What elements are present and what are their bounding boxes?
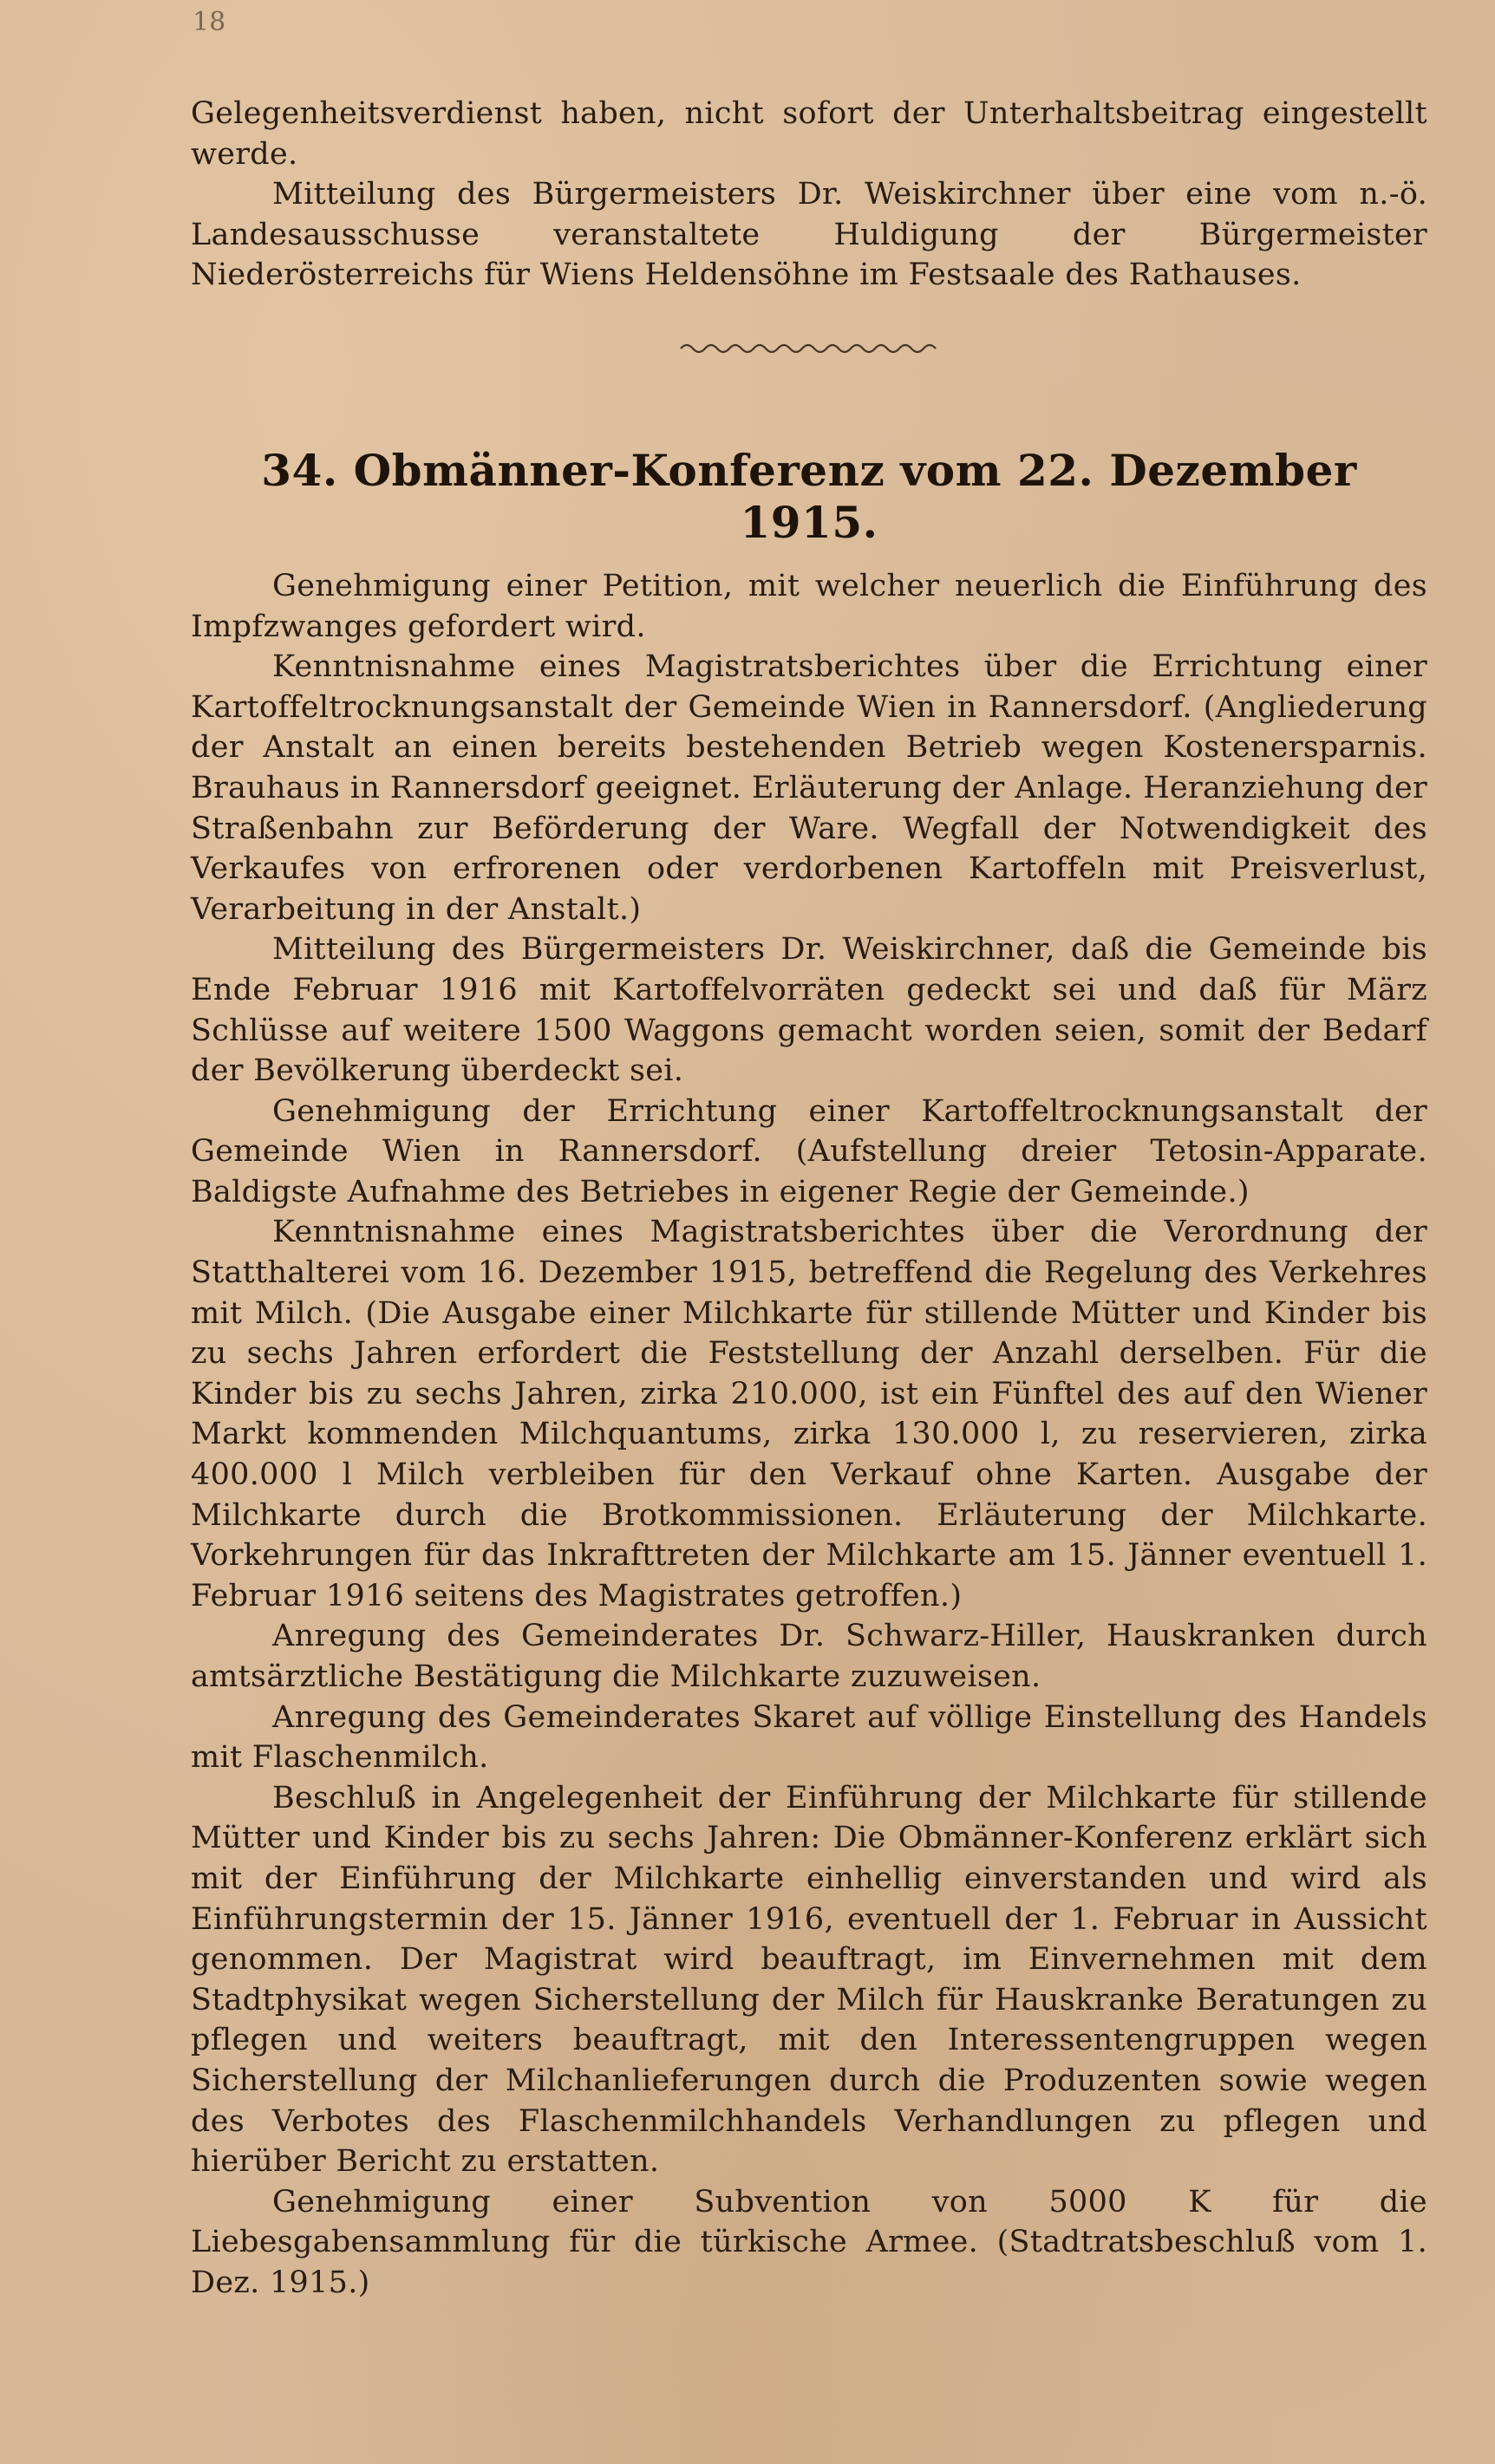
section-heading: 34. Obmänner-Konferenz vom 22. Dezember 1915. bbox=[261, 444, 1357, 548]
paragraph-potato-drying-report: Kenntnisnahme eines Magistratsberichtes über die Errichtung einer Kartoffeltrocknungsanstalt der Gemeinde Wien in Rannersdorf. (Angliederung der Anstalt an einen bereits bestehenden Betrieb wegen Kostenersparnis. Brauhaus in Rannersdorf geeignet. Erläuterung der Anlage. Heranziehung der Straßenbahn zur Beförderung der Ware. Wegfall der Notwendigkeit des Verkaufes von erfrorenen oder verdorbenen Kartoffeln mit Preisverlust, Verarbeitung in der Anstalt.) bbox=[191, 649, 1427, 927]
paragraph-suggestion-schwarz-hiller: Anregung des Gemeinderates Dr. Schwarz-Hiller, Hauskranken durch amtsärztliche Bestätigung die Milchkarte zuzuweisen. bbox=[191, 1619, 1427, 1694]
paragraph-potato-supply: Mitteilung des Bürgermeisters Dr. Weiskirchner, daß die Gemeinde bis Ende Februar 1916 mit Kartoffelvorräten gedeckt sei und daß für März Schlüsse auf weitere 1500 Waggons gemacht worden seien, somit der Bedarf der Bevölkerung überdeckt sei. bbox=[191, 932, 1427, 1089]
paragraph-milk-regulation-report: Kenntnisnahme eines Magistratsberichtes über die Verordnung der Statthalterei vom 16. Dezember 1915, betreffend die Regelung des Verkehres mit Milch. (Die Ausgabe einer Milchkarte für stillende Mütter und Kinder bis zu sechs Jahren erfordert die Feststellung der Anzahl derselben. Für die Kinder bis zu sechs Jahren, zirka 210.000, ist ein Fünftel des auf den Wiener Markt kommenden Milchquantums, zirka 130.000 l, zu reservieren, zirka 400.000 l Milch verbleiben für den Verkauf ohne Karten. Ausgabe der Milchkarte durch die Brotkommissionen. Erläuterung der Milchkarte. Vorkehrungen für das Inkrafttreten der Milchkarte am 15. Jänner eventuell 1. Februar 1916 seitens des Magistrates getroffen.) bbox=[191, 1215, 1427, 1613]
intro-paragraph-mayor-announcement: Mitteilung des Bürgermeisters Dr. Weiskirchner über eine vom n.-ö. Landesausschusse veranstaltete Huldigung der Bürgermeister Niederösterreichs für Wiens Heldensöhne im Festsaale des Rathauses. bbox=[191, 177, 1427, 293]
page-number: 18 bbox=[193, 7, 226, 37]
paragraph-subvention-turkish-army: Genehmigung einer Subvention von 5000 K für die Liebesgabensammlung für die türkische Armee. (Stadtratsbeschluß vom 1. Dez. 1915.) bbox=[191, 2184, 1427, 2300]
section-divider-ornament bbox=[679, 339, 939, 358]
paragraph-milk-card-resolution: Beschluß in Angelegenheit der Einführung der Milchkarte für stillende Mütter und Kinder bis zu sechs Jahren: Die Obmänner-Konferenz erklärt sich mit der Einführung der Milchkarte einhellig einverstanden und wird als Einführungstermin der 15. Jänner 1916, eventuell der 1. Februar in Aussicht genommen. Der Magistrat wird beauftragt, im Einvernehmen mit dem Stadtphysikat wegen Sicherstellung der Milch für Hauskranke Beratungen zu pflegen und weiters beauftragt, mit den Interessentengruppen wegen Sicherstellung der Milchanlieferungen durch die Produzenten sowie wegen des Verbotes des Flaschenmilchhandels Verhandlungen zu pflegen und hierüber Bericht zu erstatten. bbox=[191, 1780, 1427, 2180]
paragraph-potato-drying-approval: Genehmigung der Errichtung einer Kartoffeltrocknungsanstalt der Gemeinde Wien in Rannersdorf. (Aufstellung dreier Tetosin-Apparate. Baldigste Aufnahme des Betriebes in eigener Regie der Gemeinde.) bbox=[191, 1093, 1427, 1209]
intro-paragraph-continued: Gelegenheitsverdienst haben, nicht sofort der Unterhaltsbeitrag eingestellt werde. bbox=[191, 96, 1427, 172]
paragraph-petition-vaccination: Genehmigung einer Petition, mit welcher neuerlich die Einführung des Impfzwanges gefordert wird. bbox=[191, 568, 1427, 644]
document-page bbox=[191, 7, 1427, 2304]
paragraph-suggestion-skaret: Anregung des Gemeinderates Skaret auf völlige Einstellung des Handels mit Flaschenmilch. bbox=[191, 1699, 1427, 1776]
